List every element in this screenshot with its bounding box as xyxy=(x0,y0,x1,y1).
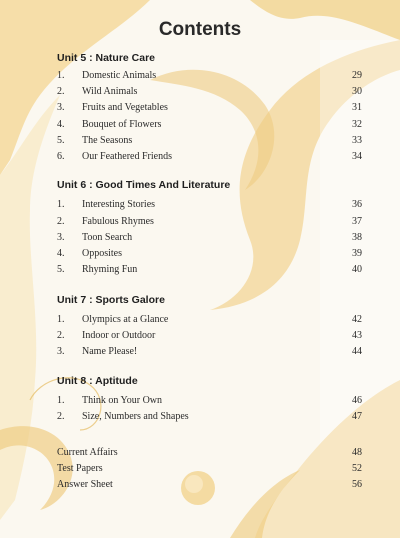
toc-extra-entry[interactable] xyxy=(57,479,362,493)
entry-number: 4. xyxy=(57,248,65,259)
toc-entry[interactable] xyxy=(57,151,362,165)
entry-page-number: 37 xyxy=(352,216,362,227)
toc-entry[interactable] xyxy=(57,86,362,100)
toc-entry[interactable] xyxy=(57,411,362,425)
entry-number: 5. xyxy=(57,264,65,275)
entry-number: 1. xyxy=(57,70,65,81)
entry-title: Indoor or Outdoor xyxy=(82,330,156,341)
entry-page-number: 48 xyxy=(352,447,362,458)
entry-title: Current Affairs xyxy=(57,447,118,458)
entry-page-number: 56 xyxy=(352,479,362,490)
entry-title: The Seasons xyxy=(82,135,133,146)
entry-number: 1. xyxy=(57,199,65,210)
entry-title: Rhyming Fun xyxy=(82,264,138,275)
entry-page-number: 44 xyxy=(352,346,362,357)
page-title: Contents xyxy=(158,19,242,40)
entry-page-number: 39 xyxy=(352,248,362,259)
toc-entry[interactable] xyxy=(57,119,362,133)
entry-page-number: 40 xyxy=(352,264,362,275)
entry-page-number: 30 xyxy=(352,86,362,97)
entry-page-number: 31 xyxy=(352,102,362,113)
entry-number: 3. xyxy=(57,346,65,357)
entry-page-number: 33 xyxy=(352,135,362,146)
entry-title: Interesting Stories xyxy=(82,199,156,210)
entry-number: 4. xyxy=(57,119,65,130)
toc-extra-entry[interactable] xyxy=(57,463,362,477)
entry-title: Fruits and Vegetables xyxy=(82,102,168,113)
entry-title: Answer Sheet xyxy=(57,479,113,490)
toc-entry[interactable] xyxy=(57,314,362,328)
unit-heading-6: Unit 6 : Good Times And Literature xyxy=(57,179,231,191)
entry-title: Size, Numbers and Shapes xyxy=(82,411,189,422)
entry-number: 6. xyxy=(57,151,65,162)
entry-number: 2. xyxy=(57,330,65,341)
entry-number: 3. xyxy=(57,232,65,243)
toc-entry[interactable] xyxy=(57,70,362,84)
entry-page-number: 29 xyxy=(352,70,362,81)
entry-page-number: 42 xyxy=(352,314,362,325)
entry-page-number: 47 xyxy=(352,411,362,422)
toc-entry[interactable] xyxy=(57,346,362,360)
entry-number: 2. xyxy=(57,216,65,227)
toc-entry[interactable] xyxy=(57,135,362,149)
entry-page-number: 32 xyxy=(352,119,362,130)
entry-page-number: 43 xyxy=(352,330,362,341)
toc-extra-entry[interactable] xyxy=(57,447,362,461)
entry-number: 1. xyxy=(57,314,65,325)
entry-title: Think on Your Own xyxy=(82,395,163,406)
unit-heading-7: Unit 7 : Sports Galore xyxy=(57,294,165,306)
entry-title: Our Feathered Friends xyxy=(82,151,172,162)
entry-title: Opposites xyxy=(82,248,122,259)
toc-entry[interactable] xyxy=(57,232,362,246)
entry-title: Toon Search xyxy=(82,232,133,243)
toc-entry[interactable] xyxy=(57,216,362,230)
entry-number: 2. xyxy=(57,411,65,422)
entry-page-number: 34 xyxy=(352,151,362,162)
toc-entry[interactable] xyxy=(57,330,362,344)
entry-page-number: 46 xyxy=(352,395,362,406)
entry-page-number: 38 xyxy=(352,232,362,243)
entry-title: Olympics at a Glance xyxy=(82,314,169,325)
entry-page-number: 36 xyxy=(352,199,362,210)
entry-title: Name Please! xyxy=(82,346,138,357)
entry-title: Bouquet of Flowers xyxy=(82,119,162,130)
toc-entry[interactable] xyxy=(57,248,362,262)
entry-number: 5. xyxy=(57,135,65,146)
entry-title: Domestic Animals xyxy=(82,70,157,81)
entry-title: Test Papers xyxy=(57,463,103,474)
unit-heading-5: Unit 5 : Nature Care xyxy=(57,52,156,64)
toc-entry[interactable] xyxy=(57,395,362,409)
toc-entry[interactable] xyxy=(57,264,362,278)
toc-entry[interactable] xyxy=(57,199,362,213)
entry-number: 3. xyxy=(57,102,65,113)
entry-title: Fabulous Rhymes xyxy=(82,216,154,227)
entry-page-number: 52 xyxy=(352,463,362,474)
entry-number: 2. xyxy=(57,86,65,97)
toc-entry[interactable] xyxy=(57,102,362,116)
entry-number: 1. xyxy=(57,395,65,406)
entry-title: Wild Animals xyxy=(82,86,138,97)
unit-heading-8: Unit 8 : Aptitude xyxy=(57,375,138,387)
